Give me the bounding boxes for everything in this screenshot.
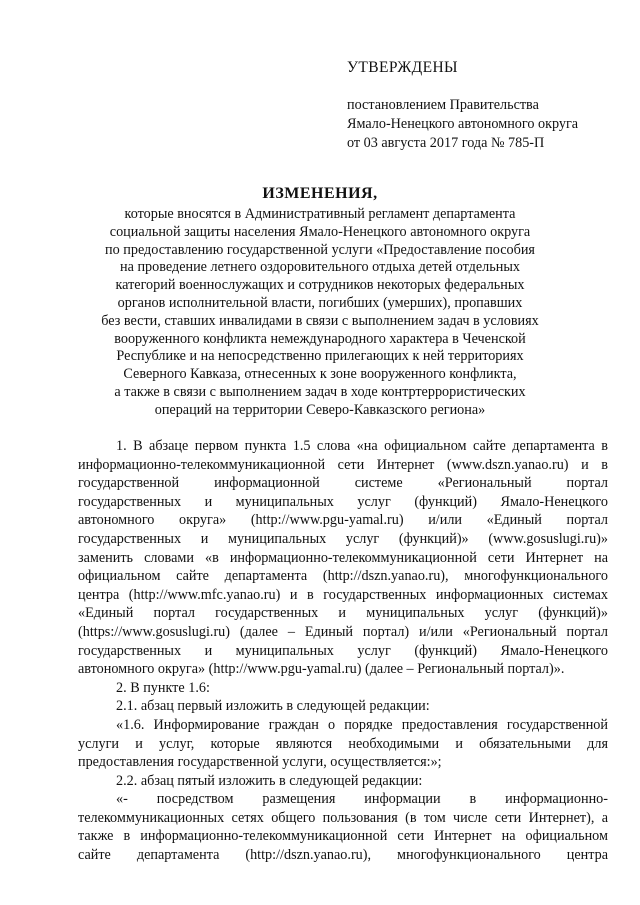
subtitle-line: социальной защиты населения Ямало-Ненецкого автономного округа [109,223,531,240]
body-line: государственных и муниципальных услуг (функций) Ямало-Ненецкого [78,642,608,659]
body-line: информационно-телекоммуникационной сети Интернет (www.dszn.yanao.ru) и в [78,456,608,473]
approval-line: постановлением Правительства [347,97,539,113]
document-title: ИЗМЕНЕНИЯ, [262,185,378,202]
body-line: государственных и муниципальных услуг (функций) Ямало-Ненецкого [78,493,608,510]
body-line: телекоммуникационных сетях общего пользования (в том числе сети Интернет), а [78,809,608,826]
body-line: также в информационно-телекоммуникационной сети Интернет на официальном [78,828,608,845]
subtitle-line: по предоставлению государственной услуги «Предоставление пособия [105,241,535,258]
body-line: государственной информационной системе «Региональный портал [78,475,608,492]
subtitle-line: без вести, ставших инвалидами в связи с выполнением задач в условиях [101,312,539,329]
body-line: автономного округа» (http://www.pgu-yamal.ru) (далее – Региональный портал)». [78,661,565,678]
body-line: (https://www.gosuslugi.ru) (далее – Единый портал) и/или «Региональный портал [78,623,608,640]
body-line: «Единый портал государственных и муниципальных услуг (функций)» [78,605,608,622]
body-line: услуги и услуг, которые являются необходимыми и обязательными для [78,735,608,752]
subtitle-line: вооруженного конфликта немеждународного характера в Чеченской [114,330,526,347]
body-line: 2.1. абзац первый изложить в следующей редакции: [116,698,430,715]
subtitle-line: категорий военнослужащих и сотрудников некоторых федеральных [115,277,525,294]
approval-block [347,58,627,153]
approval-title: УТВЕРЖДЕНЫ [347,59,458,76]
body-line: государственных и муниципальных услуг (функций)» (www.gosuslugi.ru)» [78,530,608,547]
body-line: предоставления государственной услуги, осуществляется:»; [78,754,442,771]
subtitle-line: операций на территории Северо-Кавказского региона» [154,401,486,418]
body-line: автономного округа» (http://www.pgu-yamal.ru) и/или «Единый портал [78,512,608,529]
document-body [78,437,608,865]
approval-line: от 03 августа 2017 года № 785-П [347,135,545,151]
body-line: 2.2. абзац пятый изложить в следующей редакции: [116,772,423,789]
subtitle-line: Северного Кавказа, отнесенных к зоне вооруженного конфликта, [123,366,517,383]
body-line: 2. В пункте 1.6: [116,679,210,696]
document-subtitle [60,206,580,420]
body-line: заменить словами «в информационно-телекоммуникационной сети Интернет на [78,549,608,566]
approval-line: Ямало-Ненецкого автономного округа [347,116,579,132]
subtitle-line: на проведение летнего оздоровительного отдыха детей отдельных [120,259,520,276]
subtitle-line: а также в связи с выполнением задач в ходе контртеррористических [114,383,526,400]
body-line: «- посредством размещения информации в информационно- [116,791,608,808]
subtitle-line: которые вносятся в Административный регламент департамента [124,206,516,222]
body-line: сайте департамента (http://dszn.yanao.ru), многофункционального центра [78,847,608,864]
body-line: 1. В абзаце первом пункта 1.5 слова «на официальном сайте департамента в [116,438,608,454]
body-line: центра (http://www.mfc.yanao.ru) и в государственных информационных системах [78,586,608,603]
body-line: «1.6. Информирование граждан о порядке предоставления государственной [116,716,608,733]
subtitle-line: Республике и на непосредственно прилегающих к ней территориях [116,348,524,365]
subtitle-line: органов исполнительной власти, погибших (умерших), пропавших [117,294,523,311]
body-line: официальном сайте департамента (http://dszn.yanao.ru), многофункционального [78,568,608,585]
